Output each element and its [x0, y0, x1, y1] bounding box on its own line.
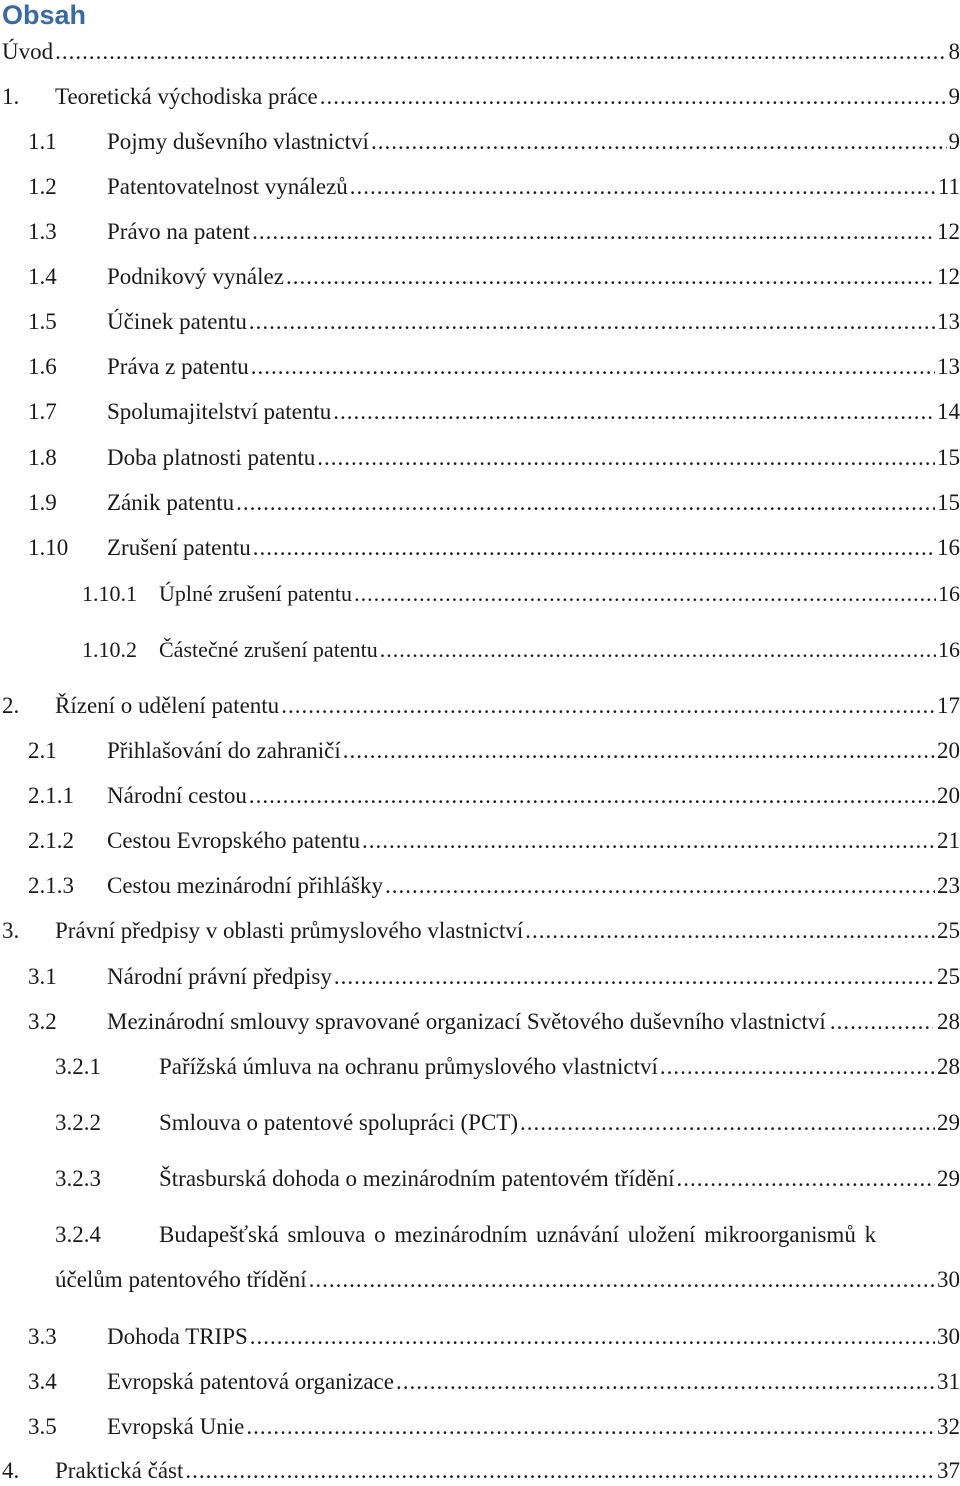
toc-entry-1-10-1[interactable]: [0, 579, 960, 609]
dot-leader: [320, 82, 947, 112]
toc-entry-page: 25: [937, 916, 960, 946]
toc-entry-title: Patentovatelnost vynálezů: [107, 172, 348, 202]
toc-entry-3-2-1[interactable]: [0, 1052, 960, 1082]
dot-leader: [660, 1052, 935, 1082]
dot-leader: [830, 1007, 933, 1037]
toc-entry-page: 32: [937, 1412, 960, 1442]
toc-entry-title: Národní právní předpisy: [107, 962, 332, 992]
toc-entry-1-9[interactable]: [0, 488, 960, 518]
dot-leader: [380, 635, 936, 665]
toc-entry-1-10[interactable]: [0, 533, 960, 563]
toc-entry-page: 31: [937, 1367, 960, 1397]
toc-entry-page: 20: [937, 781, 960, 811]
toc-entry-1-5[interactable]: [0, 307, 960, 337]
toc-entry-number: 3.3: [28, 1322, 57, 1352]
toc-entry-page: 28: [937, 1007, 960, 1037]
toc-entry-title: Dohoda TRIPS: [107, 1322, 248, 1352]
toc-entry-1-2[interactable]: [0, 172, 960, 202]
toc-entry-title: Zánik patentu: [107, 488, 234, 518]
toc-entry-title-continuation: účelům patentového třídění: [55, 1265, 307, 1295]
toc-entry-3-5[interactable]: [0, 1412, 960, 1442]
toc-entry-4[interactable]: [0, 1456, 960, 1486]
toc-entry-page: 23: [937, 871, 960, 901]
toc-entry-number: 2.1: [28, 736, 57, 766]
toc-entry-number: 3.2.1: [55, 1052, 101, 1082]
toc-entry-3-2[interactable]: [0, 1007, 960, 1037]
toc-entry-number: 3.2.2: [55, 1108, 101, 1138]
dot-leader: [252, 217, 935, 247]
toc-entry-title: Práva z patentu: [107, 352, 249, 382]
toc-entry-page: 37: [937, 1456, 960, 1486]
dot-leader: [185, 1456, 935, 1486]
dot-leader: [249, 781, 935, 811]
toc-entry-number: 1.7: [28, 397, 57, 427]
toc-entry-title: Řízení o udělení patentu: [55, 691, 279, 721]
toc-entry-title: Smlouva o patentové spolupráci (PCT): [159, 1108, 518, 1138]
toc-entry-number: 1.8: [28, 443, 57, 473]
toc-entry-title: Pařížská úmluva na ochranu průmyslového vlastnictví: [159, 1052, 658, 1082]
toc-entry-number: 3.: [2, 916, 19, 946]
toc-entry-page: 30: [937, 1322, 960, 1352]
toc-entry-page: 9: [949, 82, 960, 112]
dot-leader: [246, 1412, 935, 1442]
toc-entry-number: 2.1.3: [28, 871, 74, 901]
dot-leader: [253, 533, 935, 563]
toc-entry-3-2-3[interactable]: [0, 1164, 960, 1194]
dot-leader: [396, 1367, 935, 1397]
toc-entry-2-1[interactable]: [0, 736, 960, 766]
toc-entry-3-1[interactable]: [0, 962, 960, 992]
toc-entry-number: 3.2: [28, 1007, 57, 1037]
toc-entry-1-10-2[interactable]: [0, 635, 960, 665]
toc-entry-page: 15: [937, 488, 960, 518]
toc-entry-1[interactable]: [0, 82, 960, 112]
toc-entry-number: 2.1.2: [28, 826, 74, 856]
toc-entry-title: Přihlašování do zahraničí: [107, 736, 341, 766]
toc-entry-page: 29: [937, 1108, 960, 1138]
toc-entry-number: 3.4: [28, 1367, 57, 1397]
dot-leader: [525, 916, 935, 946]
toc-entry-title: Mezinárodní smlouvy spravované organizací Světového duševního vlastnictví: [107, 1007, 826, 1037]
toc-entry-page: 16: [938, 635, 960, 665]
toc-entry-page: 14: [937, 397, 960, 427]
toc-entry-title: Úplné zrušení patentu: [159, 579, 352, 609]
toc-entry-number: 3.2.3: [55, 1164, 101, 1194]
toc-entry-title: Štrasburská dohoda o mezinárodním patentovém třídění: [159, 1164, 674, 1194]
toc-entry-3[interactable]: [0, 916, 960, 946]
toc-entry-title: Pojmy duševního vlastnictví: [107, 127, 369, 157]
dot-leader: [354, 579, 936, 609]
toc-entry-title: Úvod: [2, 37, 53, 67]
toc-entry-number: 3.1: [28, 962, 57, 992]
toc-entry-title: Cestou Evropského patentu: [107, 826, 360, 856]
toc-entry-page: 28: [937, 1052, 960, 1082]
toc-entry-1-3[interactable]: [0, 217, 960, 247]
toc-entry-1-4[interactable]: [0, 262, 960, 292]
toc-entry-3-2-4[interactable]: [0, 1220, 960, 1250]
toc-entry-number: 3.5: [28, 1412, 57, 1442]
toc-entry-page: 12: [937, 262, 960, 292]
toc-entry-2-1-2[interactable]: [0, 826, 960, 856]
toc-entry-number: 1.1: [28, 127, 57, 157]
toc-entry-page: 21: [937, 826, 960, 856]
toc-entry-3-2-4-continuation[interactable]: [0, 1265, 960, 1295]
toc-entry-number: 1.4: [28, 262, 57, 292]
toc-entry-title: Cestou mezinárodní přihlášky: [107, 871, 383, 901]
toc-entry-title: Praktická část: [55, 1456, 183, 1486]
dot-leader: [676, 1164, 935, 1194]
toc-entry-title: Doba platnosti patentu: [107, 443, 315, 473]
dot-leader: [317, 443, 935, 473]
dot-leader: [385, 871, 935, 901]
toc-entry-page: 13: [937, 307, 960, 337]
toc-entry-3-4[interactable]: [0, 1367, 960, 1397]
toc-entry-number: 1.10.1: [82, 579, 137, 609]
dot-leader: [362, 826, 935, 856]
dot-leader: [309, 1265, 935, 1295]
toc-entry-title: Národní cestou: [107, 781, 247, 811]
toc-entry-3-2-2[interactable]: [0, 1108, 960, 1138]
dot-leader: [334, 962, 935, 992]
toc-entry-uvod[interactable]: [0, 37, 960, 67]
toc-entry-title: Částečné zrušení patentu: [159, 635, 378, 665]
toc-entry-3-3[interactable]: [0, 1322, 960, 1352]
toc-entry-title: Teoretická východiska práce: [55, 82, 318, 112]
toc-entry-page: 11: [938, 172, 960, 202]
toc-entry-number: 2.: [2, 691, 19, 721]
toc-entry-1-1[interactable]: [0, 127, 960, 157]
toc-entry-1-6[interactable]: [0, 352, 960, 382]
toc-entry-page: 30: [937, 1265, 960, 1295]
toc-entry-page: 17: [937, 691, 960, 721]
dot-leader: [236, 488, 935, 518]
dot-leader: [343, 736, 935, 766]
toc-entry-page: 25: [937, 962, 960, 992]
toc-entry-title: Budapešťská smlouva o mezinárodním uznávání uložení mikroorganismů k: [159, 1220, 876, 1250]
toc-entry-number: 1.2: [28, 172, 57, 202]
toc-entry-title: Spolumajitelství patentu: [107, 397, 331, 427]
toc-entry-page: 20: [937, 736, 960, 766]
toc-entry-2[interactable]: [0, 691, 960, 721]
toc-entry-number: 1.5: [28, 307, 57, 337]
toc-entry-page: 15: [937, 443, 960, 473]
toc-entry-number: 1.10: [28, 533, 68, 563]
toc-entry-number: 1.3: [28, 217, 57, 247]
toc-entry-title: Podnikový vynález: [107, 262, 284, 292]
toc-entry-title: Evropská Unie: [107, 1412, 244, 1442]
toc-entry-title: Účinek patentu: [107, 307, 247, 337]
dot-leader: [251, 352, 935, 382]
toc-entry-page: 29: [937, 1164, 960, 1194]
toc-entry-title: Evropská patentová organizace: [107, 1367, 394, 1397]
dot-leader: [286, 262, 935, 292]
toc-entry-page: 16: [938, 579, 960, 609]
dot-leader: [350, 172, 936, 202]
toc-entry-2-1-3[interactable]: [0, 871, 960, 901]
dot-leader: [520, 1108, 935, 1138]
toc-entry-page: 16: [937, 533, 960, 563]
toc-entry-2-1-1[interactable]: [0, 781, 960, 811]
toc-entry-1-7[interactable]: [0, 397, 960, 427]
dot-leader: [371, 127, 947, 157]
toc-entry-number: 1.10.2: [82, 635, 137, 665]
toc-entry-number: 4.: [2, 1456, 19, 1486]
toc-heading: Obsah: [2, 0, 86, 32]
toc-entry-number: 1.: [2, 82, 19, 112]
dot-leader: [249, 307, 935, 337]
toc-entry-1-8[interactable]: [0, 443, 960, 473]
toc-entry-page: 9: [949, 127, 960, 157]
toc-entry-title: Zrušení patentu: [107, 533, 251, 563]
toc-entry-page: 12: [937, 217, 960, 247]
toc-entry-page: 8: [949, 37, 960, 67]
dot-leader: [281, 691, 935, 721]
toc-entry-page: 13: [937, 352, 960, 382]
toc-entry-number: 1.6: [28, 352, 57, 382]
dot-leader: [250, 1322, 935, 1352]
dot-leader: [55, 37, 946, 67]
toc-entry-number: 2.1.1: [28, 781, 74, 811]
toc-entry-number: 1.9: [28, 488, 57, 518]
toc-entry-number: 3.2.4: [55, 1220, 101, 1250]
toc-entry-title: Právní předpisy v oblasti průmyslového vlastnictví: [55, 916, 523, 946]
toc-entry-title: Právo na patent: [107, 217, 250, 247]
dot-leader: [333, 397, 935, 427]
